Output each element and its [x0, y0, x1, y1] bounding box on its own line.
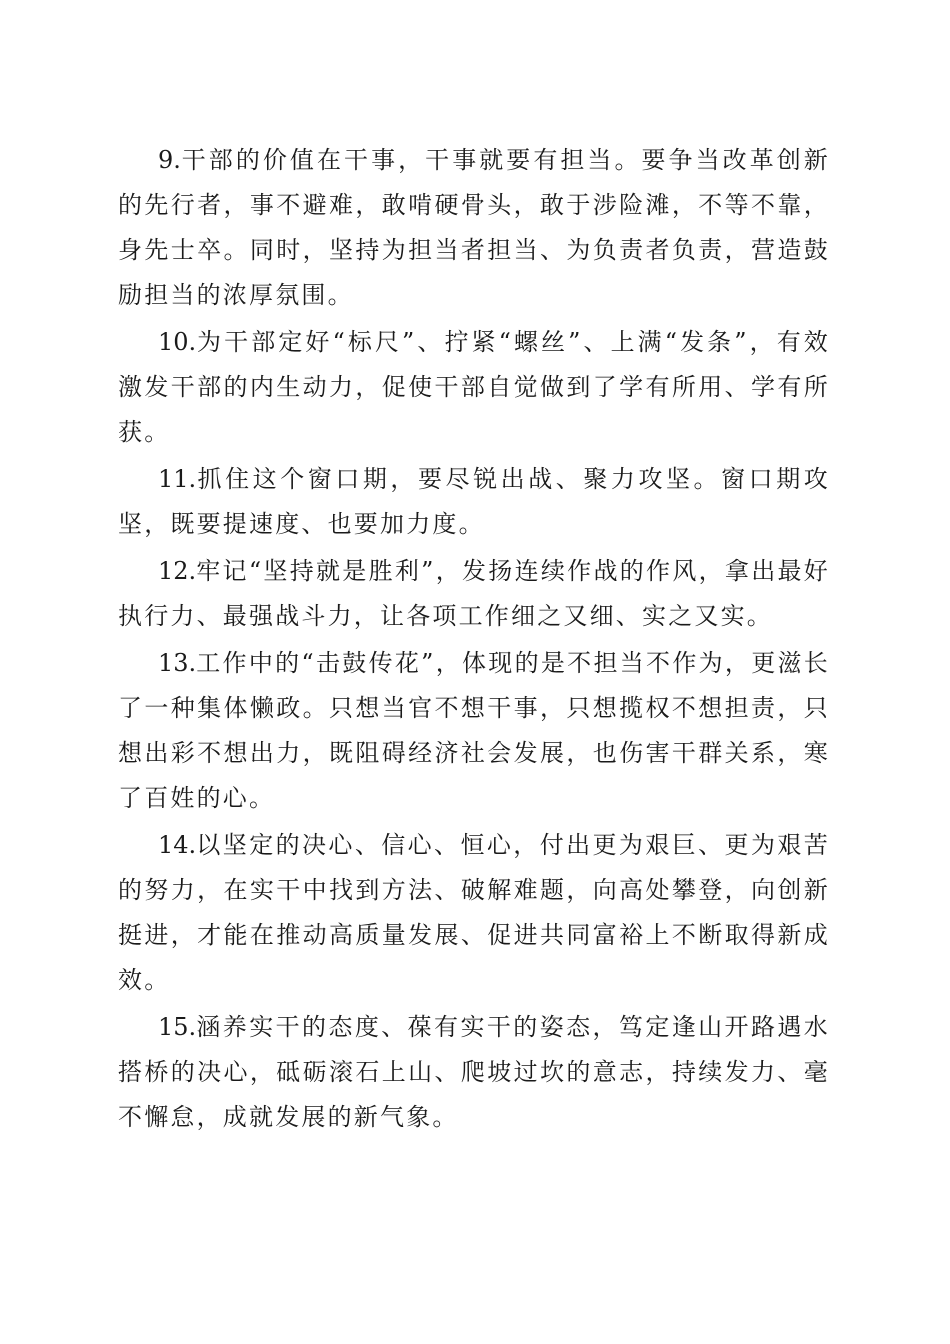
paragraph-9 — [118, 138, 830, 318]
paragraph-number: 9. — [158, 146, 181, 174]
paragraph-number: 15. — [158, 1013, 197, 1041]
paragraph-number: 14. — [158, 831, 197, 859]
paragraph-text: 工作中的“击鼓传花”，体现的是不担当不作为，更滋长了一种集体懒政。只想当官不想干事，只想揽权不想担责，只想出彩不想出力，既阻碍经济社会发展，也伤害干群关系，寒了百姓的心。 — [118, 649, 830, 812]
paragraph-13 — [118, 641, 830, 821]
paragraph-number: 12. — [158, 557, 197, 585]
paragraph-text: 抓住这个窗口期，要尽锐出战、聚力攻坚。窗口期攻坚，既要提速度、也要加力度。 — [118, 465, 830, 538]
paragraph-text: 涵养实干的态度、葆有实干的姿态，笃定逢山开路遇水搭桥的决心，砥砺滚石上山、爬坡过坎的意志，持续发力、毫不懈怠，成就发展的新气象。 — [118, 1013, 830, 1131]
paragraph-15 — [118, 1005, 830, 1140]
paragraph-text: 牢记“坚持就是胜利”，发扬连续作战的作风，拿出最好执行力、最强战斗力，让各项工作细之又细、实之又实。 — [118, 557, 830, 630]
paragraph-text: 以坚定的决心、信心、恒心，付出更为艰巨、更为艰苦的努力，在实干中找到方法、破解难题，向高处攀登，向创新挺进，才能在推动高质量发展、促进共同富裕上不断取得新成效。 — [118, 831, 830, 994]
paragraph-number: 13. — [158, 649, 197, 677]
paragraph-number: 11. — [158, 465, 197, 493]
paragraph-14 — [118, 823, 830, 1003]
paragraph-10 — [118, 320, 830, 455]
paragraph-11 — [118, 457, 830, 547]
paragraph-number: 10. — [158, 328, 197, 356]
paragraph-12 — [118, 549, 830, 639]
paragraph-text: 为干部定好“标尺”、拧紧“螺丝”、上满“发条”，有效激发干部的内生动力，促使干部自觉做到了学有所用、学有所获。 — [118, 328, 830, 446]
document-body — [118, 138, 830, 1142]
paragraph-text: 干部的价值在干事，干事就要有担当。要争当改革创新的先行者，事不避难，敢啃硬骨头，敢于涉险滩，不等不靠，身先士卒。同时，坚持为担当者担当、为负责者负责，营造鼓励担当的浓厚氛围。 — [118, 146, 830, 309]
